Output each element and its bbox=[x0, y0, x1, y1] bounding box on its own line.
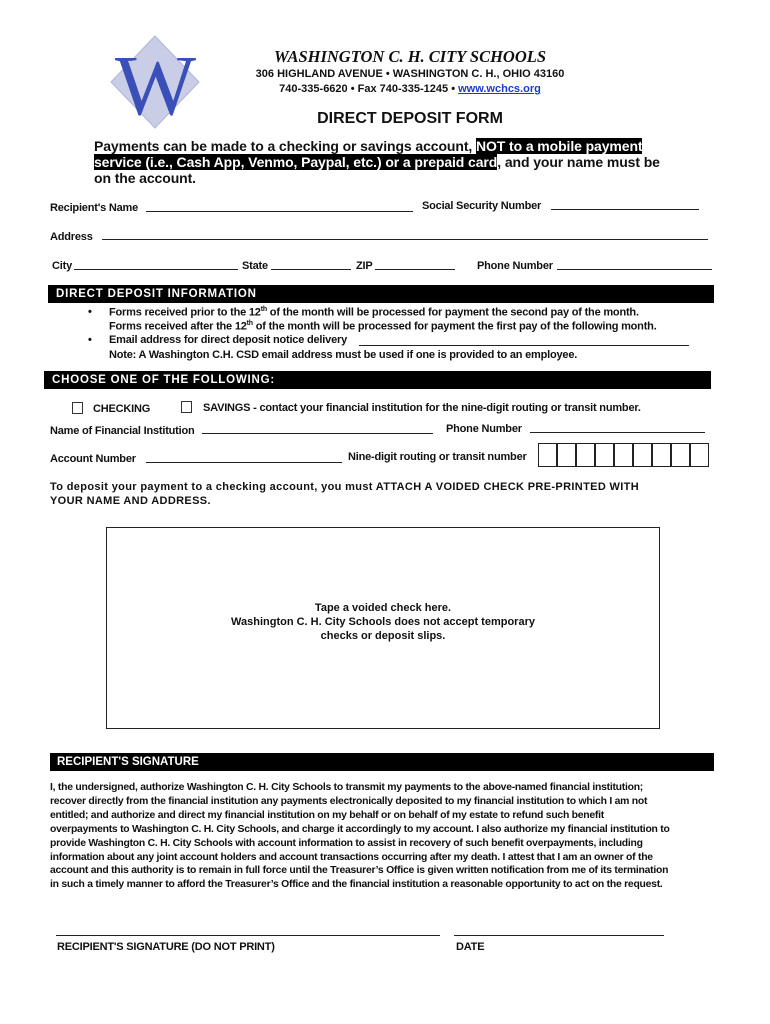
checking-checkbox[interactable] bbox=[72, 402, 83, 414]
tape-line2: Washington C. H. City Schools does not accept temporary bbox=[231, 616, 535, 628]
intro-highlight1: NOT to a mobile payment bbox=[475, 138, 643, 154]
voided-check-box bbox=[106, 527, 660, 729]
address-field[interactable] bbox=[102, 239, 708, 240]
direct-deposit-header bbox=[48, 285, 714, 303]
account-number-field[interactable] bbox=[146, 462, 342, 463]
bullet-dot-1: • bbox=[88, 306, 92, 318]
routing-digit-box[interactable] bbox=[538, 443, 557, 467]
savings-checkbox[interactable] bbox=[181, 401, 192, 413]
authorization-line: in such a timely manner to afford the Treasurer’s Office and the financial institution a reasonable opportunity to act on the request. bbox=[50, 879, 663, 891]
authorization-paragraph bbox=[50, 781, 670, 892]
routing-digit-box[interactable] bbox=[614, 443, 633, 467]
checking-label: CHECKING bbox=[93, 403, 151, 415]
institution-phone-label: Phone Number bbox=[446, 423, 522, 435]
routing-digit-box[interactable] bbox=[690, 443, 709, 467]
institution-phone-field[interactable] bbox=[530, 432, 705, 433]
intro-part2: , and your name must be bbox=[497, 154, 660, 170]
form-title: DIRECT DEPOSIT FORM bbox=[317, 110, 503, 127]
school-address: 306 HIGHLAND AVENUE • WASHINGTON C. H., OHIO 43160 bbox=[255, 68, 565, 80]
signature-line[interactable] bbox=[56, 935, 440, 936]
timing2-sup: th bbox=[246, 320, 253, 327]
school-name: WASHINGTON C. H. CITY SCHOOLS bbox=[274, 47, 546, 66]
direct-deposit-heading: DIRECT DEPOSIT INFORMATION bbox=[56, 288, 257, 300]
state-field[interactable] bbox=[271, 269, 351, 270]
phone-label: Phone Number bbox=[477, 260, 553, 272]
intro-part1: Payments can be made to a checking or savings account, bbox=[94, 138, 476, 154]
routing-digit-box[interactable] bbox=[576, 443, 595, 467]
account-number-label: Account Number bbox=[50, 453, 136, 465]
school-logo bbox=[108, 32, 203, 132]
attach-line2: YOUR NAME AND ADDRESS. bbox=[50, 495, 211, 507]
city-field[interactable] bbox=[74, 269, 238, 270]
email-label: Email address for direct deposit notice delivery bbox=[109, 334, 347, 346]
choose-header bbox=[44, 371, 711, 389]
tape-instructions bbox=[107, 601, 659, 643]
recipient-name-field[interactable] bbox=[146, 211, 413, 212]
institution-label: Name of Financial Institution bbox=[50, 425, 195, 437]
routing-label: Nine-digit routing or transit number bbox=[348, 451, 527, 463]
date-label: DATE bbox=[456, 941, 485, 953]
website-link[interactable]: www.wchcs.org bbox=[458, 83, 541, 95]
zip-field[interactable] bbox=[375, 269, 455, 270]
recipient-name-label: Recipient's Name bbox=[50, 202, 139, 214]
timing1-b: of the month will be processed for payment the second pay of the month. bbox=[266, 306, 639, 319]
bullet-dot-2: • bbox=[88, 334, 92, 346]
phone-field[interactable] bbox=[557, 269, 712, 270]
authorization-line: account and this authority is to remain in full force until the Treasurer’s Office is given written notification from me of its termination bbox=[50, 865, 669, 877]
ssn-field[interactable] bbox=[551, 209, 699, 210]
authorization-line: I, the undersigned, authorize Washington C. H. City Schools to transmit my payments to the above-named financial institution; bbox=[50, 782, 644, 793]
savings-label: SAVINGS - contact your financial institution for the nine-digit routing or transit number. bbox=[203, 402, 641, 414]
intro-line3: on the account. bbox=[94, 170, 196, 186]
city-label: City bbox=[52, 260, 72, 272]
routing-digit-box[interactable] bbox=[557, 443, 576, 467]
intro-text bbox=[94, 138, 694, 186]
email-note: Note: A Washington C.H. CSD email address must be used if one is provided to an employee. bbox=[109, 349, 578, 361]
deposit-timing-line2 bbox=[109, 320, 657, 333]
signature-header bbox=[50, 753, 714, 771]
authorization-line: information about any joint account holders and account transactions occurring after my death. I attest that I am an owner of the bbox=[50, 851, 653, 863]
logo-letter: W bbox=[114, 37, 197, 133]
school-contact bbox=[230, 83, 590, 95]
authorization-line: entitled; and authorize and direct my financial institution on my behalf or on behalf of my estate to refund such benefit bbox=[50, 809, 604, 821]
attach-voided-check-note bbox=[50, 480, 639, 508]
attach-line1: To deposit your payment to a checking account, you must ATTACH A VOIDED CHECK PRE-PRINTED WITH bbox=[50, 481, 640, 493]
tape-line1: Tape a voided check here. bbox=[314, 602, 452, 614]
intro-highlight2: service (i.e., Cash App, Venmo, Paypal, etc.) or a prepaid card bbox=[94, 154, 498, 170]
tape-line3: checks or deposit slips. bbox=[320, 630, 446, 642]
routing-digit-box[interactable] bbox=[595, 443, 614, 467]
deposit-timing-line1 bbox=[109, 306, 639, 319]
state-label: State bbox=[242, 260, 268, 272]
routing-digit-box[interactable] bbox=[652, 443, 671, 467]
routing-digit-box[interactable] bbox=[633, 443, 652, 467]
ssn-label: Social Security Number bbox=[422, 200, 542, 212]
timing2-b: of the month will be processed for payment the first pay of the following month. bbox=[252, 320, 657, 333]
address-label: Address bbox=[50, 231, 93, 243]
zip-label: ZIP bbox=[356, 260, 373, 272]
authorization-line: recover directly from the financial institution any payments electronically deposited to my financial institution to which I am not bbox=[50, 795, 648, 807]
authorization-line: overpayments to Washington C. H. City Schools, and charge it accordingly to my account. I also authorize my financial institution to bbox=[50, 823, 670, 835]
timing1-a: Forms received prior to the 12 bbox=[109, 306, 261, 319]
institution-field[interactable] bbox=[202, 433, 433, 434]
date-line[interactable] bbox=[454, 935, 664, 936]
choose-heading: CHOOSE ONE OF THE FOLLOWING: bbox=[52, 374, 276, 386]
timing2-a: Forms received after the 12 bbox=[109, 320, 247, 333]
timing1-sup: th bbox=[260, 306, 267, 313]
phone-fax: 740-335-6620 • Fax 740-335-1245 • bbox=[279, 83, 459, 95]
signature-label: RECIPIENT'S SIGNATURE (DO NOT PRINT) bbox=[57, 941, 275, 953]
email-field[interactable] bbox=[359, 345, 689, 346]
authorization-line: provide Washington C. H. City Schools with account information to assist in recovery of such benefit overpayments, including bbox=[50, 837, 643, 849]
routing-digit-box[interactable] bbox=[671, 443, 690, 467]
signature-heading: RECIPIENT'S SIGNATURE bbox=[57, 756, 199, 768]
